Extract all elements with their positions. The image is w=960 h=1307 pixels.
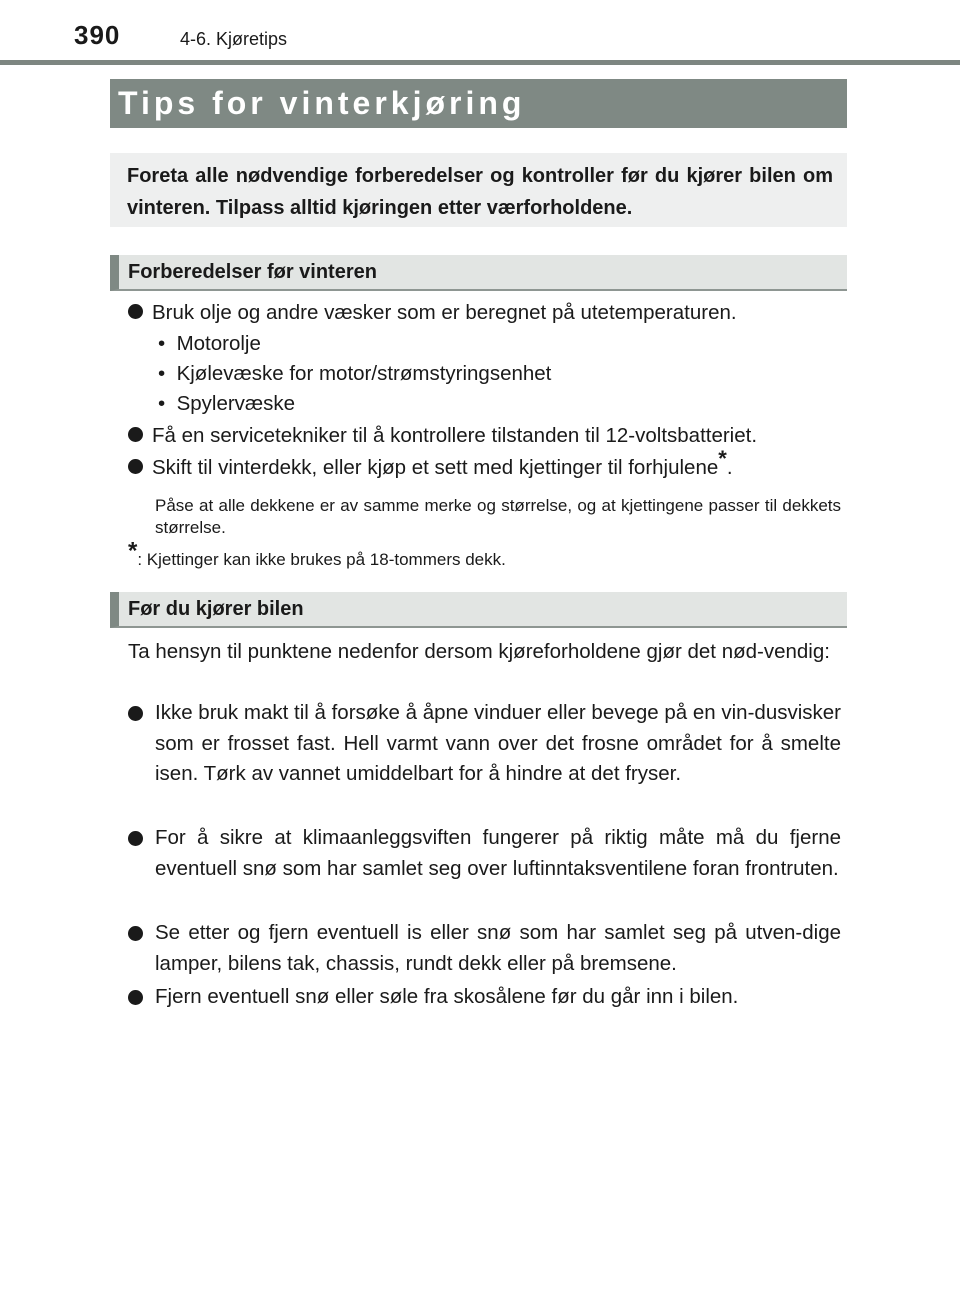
bullet-icon <box>128 706 143 721</box>
sub-list-item: • Motorolje <box>158 332 261 355</box>
header-divider <box>0 60 960 65</box>
list-item-text: Fjern eventuell snø eller søle fra skosålene før du går inn i bilen. <box>155 985 739 1008</box>
bullet-icon <box>128 990 143 1005</box>
bullet-icon <box>128 304 143 319</box>
bullet-icon <box>128 926 143 941</box>
footnote-text: : Kjettinger kan ikke brukes på 18-tommers dekk. <box>137 550 506 569</box>
intro-box: Foreta alle nødvendige forberedelser og kontroller før du kjører bilen om vinteren. Tilpass alltid kjøringen etter værforholdene. <box>110 153 847 227</box>
list-item-text: Skift til vinterdekk, eller kjøp et sett med kjettinger til forhjulene <box>152 456 719 479</box>
list-item <box>128 446 733 483</box>
sub-list-item: • Kjølevæske for motor/strømstyringsenhet <box>158 362 552 385</box>
bullet-icon <box>128 459 143 474</box>
sub-list-item-text: Motorolje <box>176 332 261 355</box>
list-item-text: Se etter og fjern eventuell is eller snø som har samlet seg på utven-dige lamper, bilens tak, chassis, rundt dekk eller på bremsene. <box>155 921 841 975</box>
list-item-text: Få en servicetekniker til å kontrollere tilstanden til 12-voltsbatteriet. <box>152 424 758 447</box>
list-item-text: Ikke bruk makt til å forsøke å åpne vinduer eller bevege på en vin-dusvisker som er frosset fast. Hell varmt vann over det frosne området for å smelte isen. Tørk av vannet umiddelbart for å hindre at det fryser. <box>155 701 841 785</box>
list-item <box>155 698 841 790</box>
list-item <box>155 918 841 979</box>
section-intro: Ta hensyn til punktene nedenfor dersom kjøreforholdene gjør det nød-vendig: <box>128 640 830 663</box>
note-text: Påse at alle dekkene er av samme merke og størrelse, og at kjettingene passer til dekkets størrelse. <box>155 496 841 537</box>
list-item <box>155 823 841 884</box>
bullet-icon <box>128 831 143 846</box>
sub-list-item-text: Spylervæske <box>176 392 296 415</box>
page-title: Tips for vinterkjøring <box>110 79 847 128</box>
list-item <box>128 298 737 328</box>
page-number: 390 <box>74 20 121 50</box>
footnote-marker: * <box>128 537 138 565</box>
footnote <box>128 537 828 571</box>
sub-list-item-text: Kjølevæske for motor/strømstyringsenhet <box>176 362 552 385</box>
list-item <box>128 421 757 451</box>
bullet-icon <box>128 427 143 442</box>
list-item-end: . <box>726 456 733 479</box>
section-heading-winter-prep: Forberedelser før vinteren <box>110 255 847 291</box>
section-reference: 4-6. Kjøretips <box>180 29 288 49</box>
list-item-text: For å sikre at klimaanleggsviften fungerer på riktig måte må du fjerne eventuell snø som har samlet seg over luftinntaksventilene foran frontruten. <box>155 826 841 880</box>
list-item-text: Bruk olje og andre væsker som er beregnet på utetemperaturen. <box>152 301 737 324</box>
list-item <box>155 982 841 1013</box>
sub-list-item: • Spylervæske <box>158 392 296 415</box>
footnote-marker: * <box>718 446 727 472</box>
section-heading-before-driving: Før du kjører bilen <box>110 592 847 628</box>
